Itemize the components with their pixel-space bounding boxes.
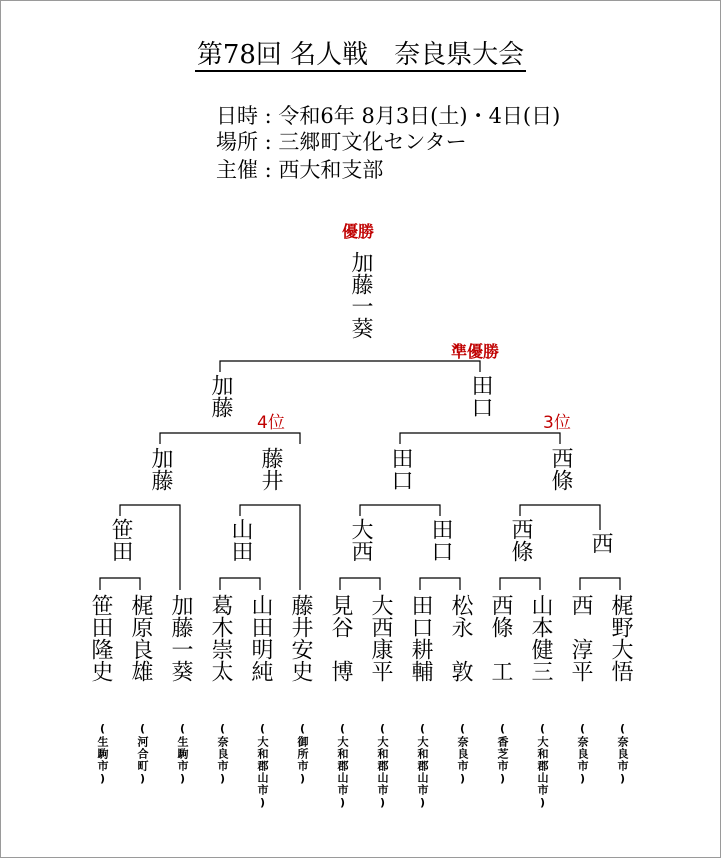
page-title: 第78回 名人戦 奈良県大会 bbox=[196, 40, 525, 70]
bracket-line-r1-3 bbox=[340, 578, 380, 590]
player-name: 見谷 博 bbox=[328, 594, 353, 682]
third-place-label: 3位 bbox=[543, 413, 571, 433]
player-city: (生駒市) bbox=[96, 722, 109, 786]
bracket-line-semi-left bbox=[160, 433, 300, 444]
quarterfinal-name-5: 西條 bbox=[508, 518, 533, 562]
final-name-left: 加藤 bbox=[208, 374, 233, 418]
fourth-place-label: 4位 bbox=[257, 413, 285, 433]
semifinal-name-4: 西條 bbox=[548, 447, 573, 491]
bracket-line-r1-6 bbox=[580, 578, 620, 590]
player-city: (奈良市) bbox=[456, 722, 469, 786]
player-city: (大和郡山市) bbox=[256, 722, 269, 810]
champion-label: 優勝 bbox=[342, 222, 375, 241]
player-name: 大西康平 bbox=[368, 594, 393, 682]
semifinal-name-2: 藤井 bbox=[258, 447, 283, 491]
player-name: 梶野大悟 bbox=[608, 594, 633, 682]
bracket-line-r1-2 bbox=[220, 578, 260, 590]
host-line: 主催 : 西大和支部 bbox=[216, 158, 384, 182]
player-city: (大和郡山市) bbox=[536, 722, 549, 810]
player-city: (大和郡山市) bbox=[336, 722, 349, 810]
player-city: (香芝市) bbox=[496, 722, 509, 786]
champion-name: 加藤一葵 bbox=[348, 251, 373, 339]
bracket-line-semi-right bbox=[400, 433, 560, 444]
player-city: (大和郡山市) bbox=[376, 722, 389, 810]
date-line: 日時 : 令和6年 8月3日(土)・4日(日) bbox=[216, 104, 561, 128]
bracket-line-r1-1 bbox=[100, 578, 140, 590]
player-city: (奈良市) bbox=[576, 722, 589, 786]
semifinal-name-3: 田口 bbox=[388, 447, 413, 491]
player-name: 笹田隆史 bbox=[88, 594, 113, 682]
player-city: (御所市) bbox=[296, 722, 309, 786]
player-name: 松永 敦 bbox=[448, 594, 473, 682]
player-name: 山田明純 bbox=[248, 594, 273, 682]
runner-up-label: 準優勝 bbox=[451, 342, 500, 361]
quarterfinal-name-2: 山田 bbox=[228, 518, 253, 562]
bracket-line-r1-5 bbox=[500, 578, 540, 590]
player-name: 西條 工 bbox=[488, 594, 513, 682]
player-name: 西 淳平 bbox=[568, 594, 593, 682]
bracket-line-r1-4 bbox=[420, 578, 460, 590]
player-name: 山本健三 bbox=[528, 594, 553, 682]
venue-line: 場所 : 三郷町文化センター bbox=[216, 130, 467, 154]
quarterfinal-name-3: 大西 bbox=[348, 518, 373, 562]
bracket-line-qf-3 bbox=[360, 505, 440, 516]
player-name: 加藤一葵 bbox=[168, 594, 193, 682]
bracket-line-final bbox=[220, 361, 480, 372]
quarterfinal-name-1: 笹田 bbox=[108, 518, 133, 562]
player-city: (生駒市) bbox=[176, 722, 189, 786]
player-name: 田口耕輔 bbox=[408, 594, 433, 682]
player-name: 藤井安史 bbox=[288, 594, 313, 682]
semifinal-name-1: 加藤 bbox=[148, 447, 173, 491]
player-city: (奈良市) bbox=[616, 722, 629, 786]
player-city: (奈良市) bbox=[216, 722, 229, 786]
final-name-right: 田口 bbox=[468, 374, 493, 418]
player-name: 梶原良雄 bbox=[128, 594, 153, 682]
player-city: (大和郡山市) bbox=[416, 722, 429, 810]
player-name: 葛木崇太 bbox=[208, 594, 233, 682]
player-city: (河合町) bbox=[136, 722, 149, 786]
quarterfinal-name-6: 西 bbox=[588, 532, 613, 554]
quarterfinal-name-4: 田口 bbox=[428, 518, 453, 562]
